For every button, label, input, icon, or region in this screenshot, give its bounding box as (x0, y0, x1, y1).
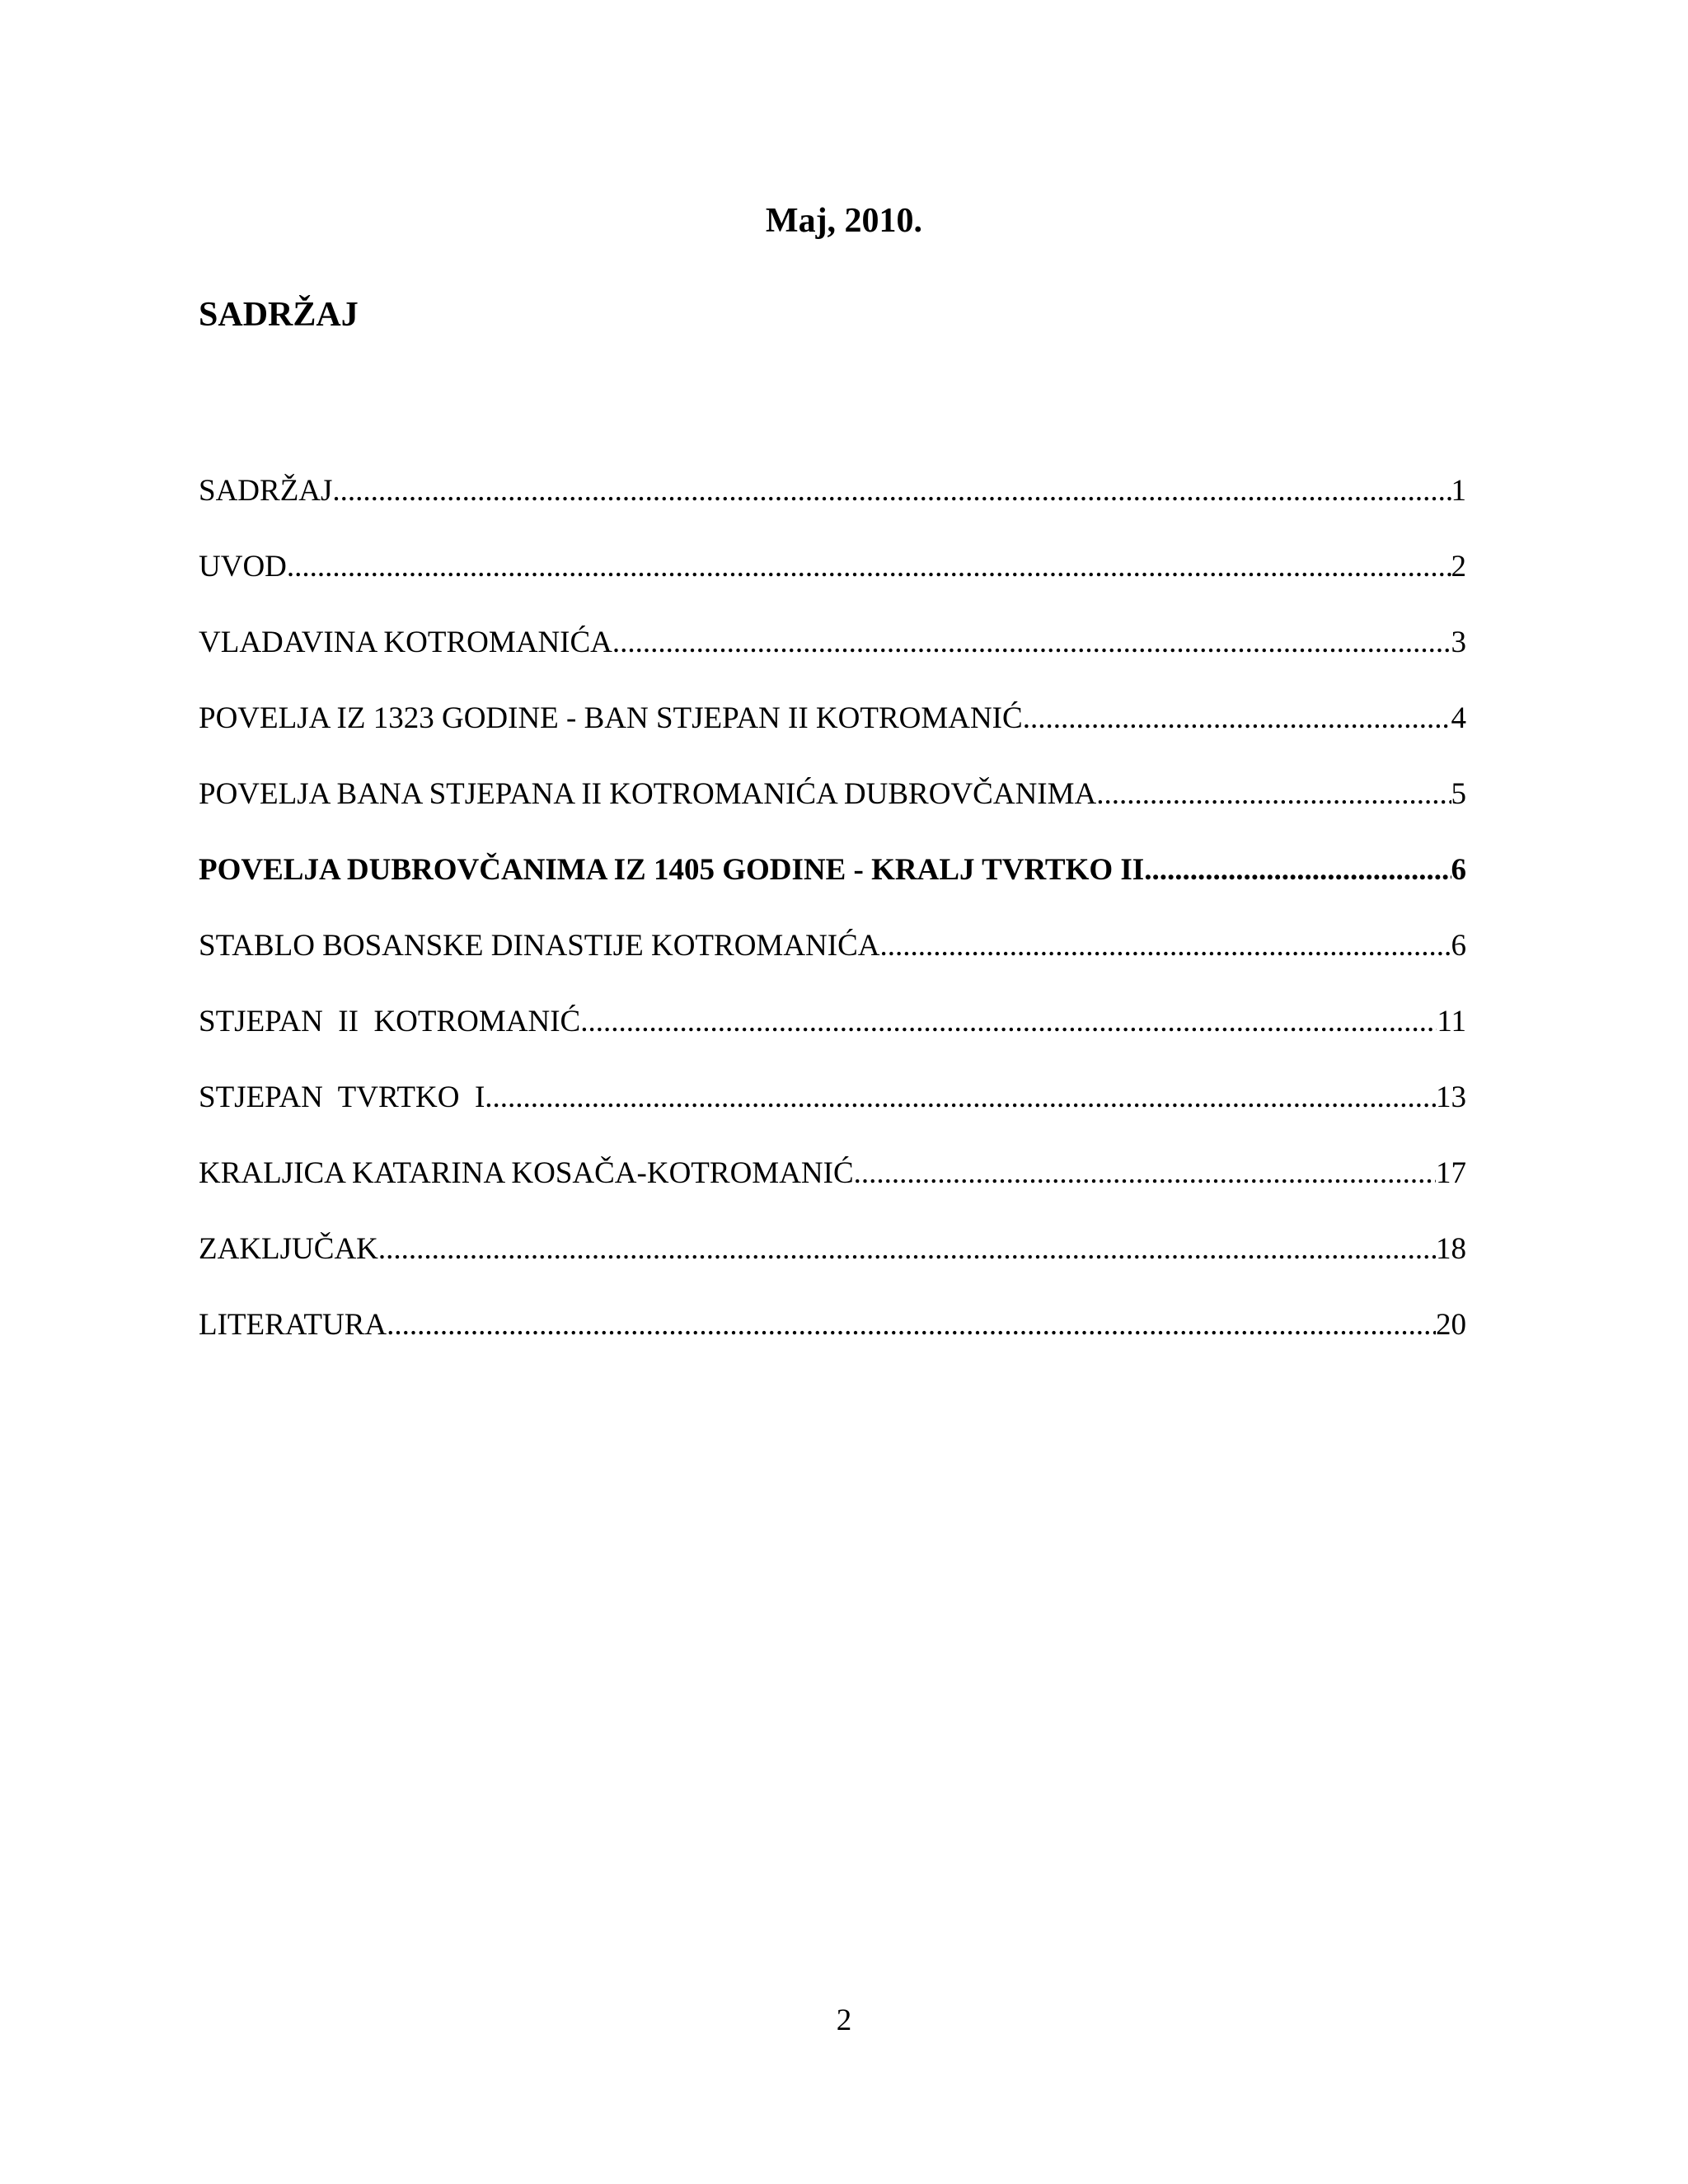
toc-entry[interactable] (199, 926, 1466, 1002)
toc-dot-leader (1023, 699, 1451, 738)
toc-dot-leader (387, 1305, 1436, 1345)
toc-entry-page: 5 (1451, 777, 1466, 811)
toc-entry-page: 6 (1451, 853, 1466, 887)
toc-dot-leader (580, 1002, 1437, 1042)
toc-entry[interactable] (199, 547, 1466, 623)
toc-entry[interactable] (199, 1230, 1466, 1305)
toc-entry-label: VLADAVINA KOTROMANIĆA (199, 626, 612, 659)
toc-entry-page: 3 (1451, 626, 1466, 659)
toc-entry-label: LITERATURA (199, 1308, 387, 1342)
toc-dot-leader (287, 547, 1451, 587)
toc-entry-page: 4 (1451, 701, 1466, 735)
toc-dot-leader (378, 1230, 1436, 1269)
toc-entry-label: STJEPAN TVRTKO I (199, 1080, 485, 1114)
toc-dot-leader (854, 1154, 1436, 1193)
toc-entry[interactable] (199, 1154, 1466, 1230)
toc-entry-label: STABLO BOSANSKE DINASTIJE KOTROMANIĆA (199, 929, 880, 963)
toc-entry[interactable] (199, 471, 1466, 547)
toc-entry-label: ZAKLJUČAK (199, 1232, 378, 1266)
toc-dot-leader (879, 926, 1451, 966)
section-title: SADRŽAJ (199, 296, 359, 334)
toc-entry[interactable] (199, 1002, 1466, 1078)
toc-entry-page: 6 (1451, 929, 1466, 963)
toc-entry-label: POVELJA BANA STJEPANA II KOTROMANIĆA DUBROVČANIMA (199, 777, 1097, 811)
toc-entry-page: 20 (1436, 1308, 1466, 1342)
toc-dot-leader (332, 471, 1451, 511)
toc-entry-page: 13 (1436, 1080, 1466, 1114)
toc-entry-label: KRALJICA KATARINA KOSAČA-KOTROMANIĆ (199, 1156, 854, 1190)
toc-entry[interactable] (199, 699, 1466, 775)
toc-entry[interactable] (199, 851, 1466, 926)
toc-dot-leader (1096, 775, 1451, 814)
toc-entry-label: POVELJA IZ 1323 GODINE - BAN STJEPAN II KOTROMANIĆ (199, 701, 1023, 735)
toc-dot-leader (485, 1078, 1436, 1118)
toc-entry-page: 18 (1436, 1232, 1466, 1266)
toc-dot-leader (612, 623, 1451, 663)
date-heading: Maj, 2010. (765, 202, 923, 240)
toc-entry-page: 1 (1451, 474, 1466, 508)
toc-entry-label: UVOD (199, 550, 287, 583)
toc-entry-label: SADRŽAJ (199, 474, 333, 508)
page-number: 2 (836, 2004, 852, 2037)
toc-entry-page: 17 (1436, 1156, 1466, 1190)
toc-entry[interactable] (199, 1305, 1466, 1381)
toc-entry-page: 11 (1437, 1005, 1466, 1038)
toc-entry[interactable] (199, 1078, 1466, 1154)
toc-dot-leader (1144, 851, 1451, 890)
toc-entry-page: 2 (1451, 550, 1466, 583)
toc-entry[interactable] (199, 775, 1466, 851)
toc-entry-label: POVELJA DUBROVČANIMA IZ 1405 GODINE - KRALJ TVRTKO II (199, 853, 1145, 887)
table-of-contents (199, 471, 1466, 1381)
toc-entry[interactable] (199, 623, 1466, 699)
toc-entry-label: STJEPAN II KOTROMANIĆ (199, 1005, 581, 1038)
